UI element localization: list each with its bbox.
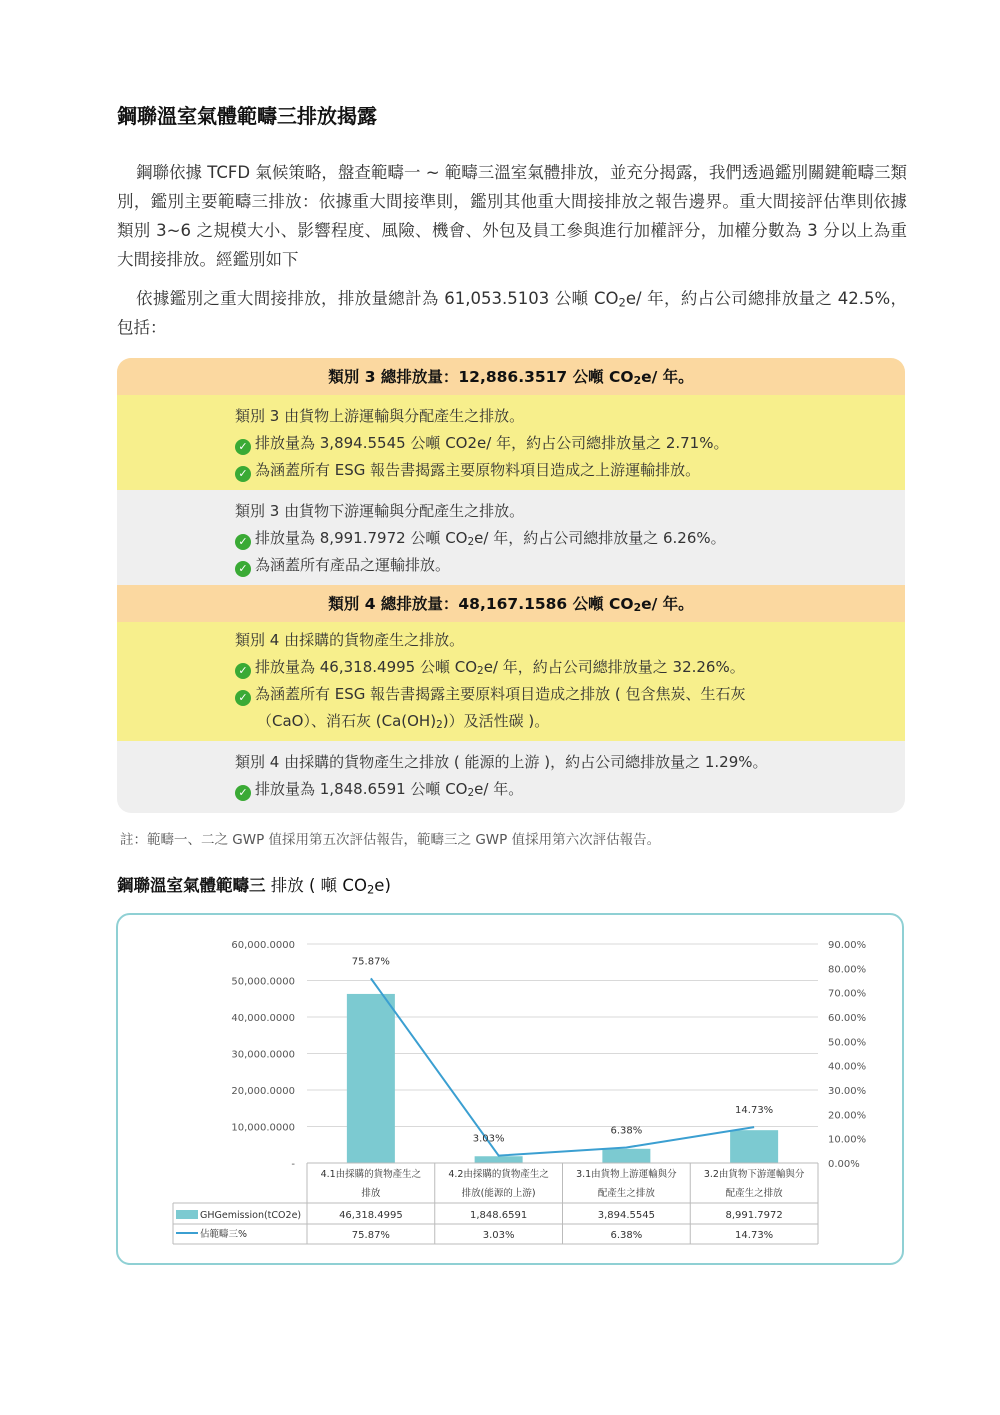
summary-paragraph: 依據鑑別之重大間接排放，排放量總計為 61,053.5103 公噸 $CO_2e/$ 年，約占公司總排放量之 42.5%，包括： [117,289,907,337]
check-circle-icon: ✓ [235,690,251,706]
cat4-energy-section [117,741,905,813]
y-right-tick-label: 40.00% [828,1061,867,1073]
category-label: 排放 [361,1188,381,1199]
cat3-upstream-title: 類別 3 由貨物上游運輸與分配產生之排放。 [235,407,525,425]
category-label: 3.2由貨物下游運輸與分 [703,1169,805,1180]
cat3-upstream-item: ✓ 排放量為 3,894.5545 公噸 CO2e/ 年，約占公司總排放量之 2.71%。 [235,430,728,457]
y-left-tick-label: 10,000.0000 [231,1122,295,1134]
line-data-label: 14.73% [735,1105,774,1117]
series-line [371,978,754,1155]
line-data-label: 3.03% [472,1133,505,1145]
page-title: 鋼聯溫室氣體範疇三排放揭露 [117,104,377,128]
line-data-label: 6.38% [610,1125,643,1137]
bar [730,1130,778,1163]
cat4-purchase-title: 類別 4 由採購的貨物產生之排放。 [235,631,465,649]
table-value-percent: 3.03% [482,1230,515,1241]
table-value-emission: 1,848.6591 [469,1210,528,1221]
cat3-downstream-item: ✓ 為涵蓋所有產品之運輸排放。 [235,552,726,579]
category-label: 4.1由採購的貨物產生之 [320,1169,422,1180]
y-right-tick-label: 50.00% [828,1037,867,1049]
y-right-tick-label: 0.00% [828,1159,860,1170]
y-right-tick-label: 80.00% [828,964,867,976]
bar [602,1149,650,1163]
bar [475,1156,523,1163]
scope3-emission-chart [118,915,902,1263]
y-left-tick-label: - [291,1159,295,1170]
check-circle-icon: ✓ [235,439,251,455]
y-right-tick-label: 60.00% [828,1013,867,1024]
cat3-downstream-section [117,490,905,585]
y-right-tick-label: 10.00% [828,1134,867,1146]
y-right-tick-label: 70.00% [828,988,867,1000]
cat4-purchase-item: ✓ 排放量為 46,318.4995 公噸 $CO_2e/$ 年，約占公司總排放量之 32.26%。 [235,654,746,681]
cat4-total-header: 類別 4 總排放量：48,167.1586 公噸 $CO_2e/$ 年。 [117,585,905,622]
chart-frame [116,913,904,1265]
cat4-purchase-item-cont: （CaO）、消石灰 $(Ca(OH)_2)$）及活性碳 )。 [257,712,550,732]
legend-line-label: 佔範疇三% [200,1229,248,1240]
check-circle-icon: ✓ [235,663,251,679]
y-left-tick-label: 50,000.0000 [231,976,295,988]
check-circle-icon: ✓ [235,785,251,801]
cat3-upstream-item: ✓ 為涵蓋所有 ESG 報告書揭露主要原物料項目造成之上游運輸排放。 [235,457,728,484]
check-circle-icon: ✓ [235,534,251,550]
cat4-purchase-item: ✓ 為涵蓋所有 ESG 報告書揭露主要原料項目造成之排放 ( 包含焦炭、生石灰 [235,681,746,708]
gwp-footnote: 註：範疇一、二之 GWP 值採用第五次評估報告，範疇三之 GWP 值採用第六次評估報告。 [120,832,661,848]
y-right-tick-label: 30.00% [828,1086,867,1097]
category-label: 配產生之排放 [725,1188,783,1199]
check-circle-icon: ✓ [235,466,251,482]
table-value-percent: 75.87% [351,1230,390,1241]
chart-title: 鋼聯溫室氣體範疇三 排放 ( 噸 $CO_2e$) [117,876,391,897]
category-label: 3.1由貨物上游運輸與分 [576,1169,677,1180]
y-left-tick-label: 30,000.0000 [231,1049,295,1061]
category-label: 4.2由採購的貨物產生之 [448,1169,549,1180]
cat3-upstream-section [117,395,905,490]
y-right-tick-label: 20.00% [828,1110,867,1122]
cat3-downstream-item: ✓ 排放量為 8,991.7972 公噸 $CO_2e/$ 年，約占公司總排放量之 6.26%。 [235,525,726,552]
category-label: 配產生之排放 [597,1188,655,1199]
cat4-purchase-section [117,622,905,741]
legend-bar-swatch [176,1210,198,1219]
y-left-tick-label: 40,000.0000 [231,1013,295,1024]
y-left-tick-label: 20,000.0000 [231,1086,295,1097]
check-circle-icon: ✓ [235,561,251,577]
cat4-energy-title: 類別 4 由採購的貨物產生之排放 ( 能源的上游 )，約占公司總排放量之 1.29%。 [235,753,768,771]
intro-paragraph: 鋼聯依據 TCFD 氣候策略，盤查範疇一 ~ 範疇三溫室氣體排放，並充分揭露，我們透過鑑別關鍵範疇三類別，鑑別主要範疇三排放：依據重大間接準則，鑑別其他重大間接排放之報告邊界。重大間接評估準則依據類別 3~6 之規模大小、影響程度、風險、機會、外包及員工參與進行加權評分，加權分數為 3 分以上為重大間接排放。經鑑別如下 [117,163,907,269]
table-value-emission: 46,318.4995 [339,1210,403,1221]
cat4-energy-item: ✓ 排放量為 1,848.6591 公噸 $CO_2e/$ 年。 [235,776,768,803]
y-left-tick-label: 60,000.0000 [231,940,295,951]
cat3-downstream-title: 類別 3 由貨物下游運輸與分配產生之排放。 [235,502,525,520]
table-value-emission: 8,991.7972 [725,1210,783,1221]
line-data-label: 75.87% [351,956,390,968]
legend-bar-label: GHGemission(tCO2e) [200,1210,302,1221]
cat3-total-header: 類別 3 總排放量：12,886.3517 公噸 $CO_2e/$ 年。 [117,358,905,395]
y-right-tick-label: 90.00% [828,940,867,951]
bar [347,994,395,1163]
scope3-category-card [117,358,905,813]
table-value-percent: 6.38% [610,1230,643,1241]
table-value-percent: 14.73% [735,1230,774,1241]
category-label: 排放(能源的上游) [461,1188,536,1199]
table-value-emission: 3,894.5545 [597,1210,656,1221]
